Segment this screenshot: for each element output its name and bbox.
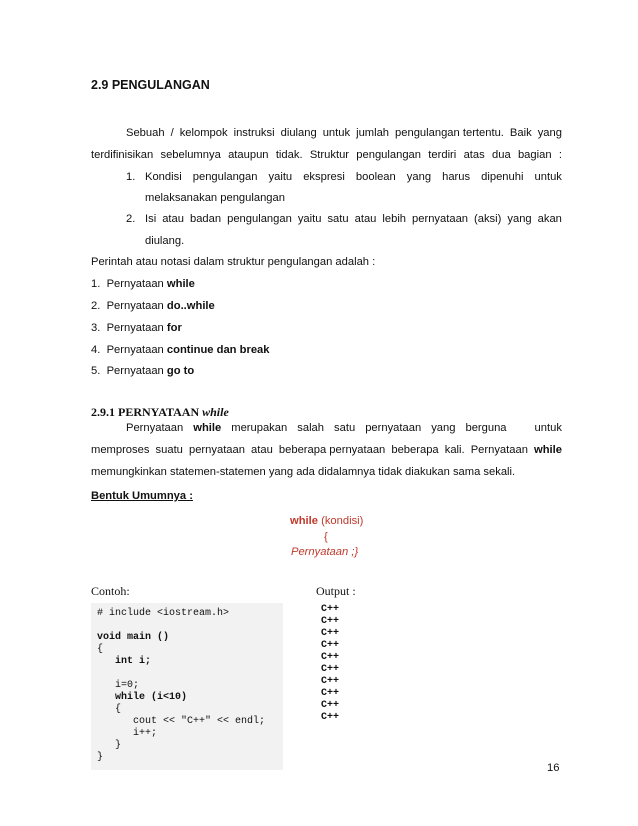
item-2-line-2: diulang.: [145, 235, 185, 247]
word: dua: [492, 149, 511, 161]
word: ekspresi: [303, 171, 345, 183]
item-number: 2.: [126, 213, 136, 225]
output-line: C++: [321, 664, 340, 675]
word: boolean: [355, 171, 396, 183]
intro-line-1: [126, 127, 562, 139]
list-text: Pernyataan: [106, 278, 167, 290]
word: pengulangan: [227, 213, 292, 225]
code-line: i=0;: [97, 680, 140, 691]
word: salah: [297, 422, 324, 434]
keyword: for: [166, 322, 182, 334]
output-line: C++: [321, 640, 340, 651]
list-text: Pernyataan: [106, 344, 167, 356]
word: pengulangan tertentu.: [395, 127, 504, 139]
word: pernyataan: [412, 213, 469, 225]
word: badan: [189, 213, 222, 225]
code-line: while (i<10): [97, 692, 188, 703]
word: tidak.: [275, 149, 303, 161]
output-line: C++: [321, 688, 340, 699]
word: satu: [334, 422, 356, 434]
word: yaitu: [268, 171, 293, 183]
keyword: go to: [166, 365, 195, 377]
word: yang: [406, 171, 432, 183]
word: akan: [537, 213, 562, 225]
item-1-line-1: [145, 171, 562, 183]
word: merupakan: [231, 422, 288, 434]
statement-item-goto: [91, 365, 194, 377]
word: ataupun: [228, 149, 269, 161]
word: pernyataan: [188, 444, 245, 456]
subsection-heading-text: 2.9.1 PERNYATAAN: [91, 405, 203, 419]
output-label: Output :: [316, 584, 356, 598]
section-heading: 2.9 PENGULANGAN: [91, 78, 210, 92]
statement-item-do-while: [91, 300, 215, 312]
general-form-open-brace: {: [324, 531, 328, 543]
word: instruksi: [233, 127, 275, 139]
word: diulang: [280, 127, 317, 139]
word: atau: [162, 213, 184, 225]
code-line: {: [97, 644, 104, 655]
example-label: Contoh:: [91, 584, 130, 598]
output-example: [321, 604, 351, 724]
output-line: C++: [321, 712, 340, 723]
general-form-label: Bentuk Umumnya :: [91, 490, 193, 502]
code-line: {: [97, 704, 122, 715]
word: Baik: [509, 127, 532, 139]
word: Kondisi: [145, 171, 182, 183]
output-line: C++: [321, 616, 340, 627]
word: memproses: [91, 444, 150, 456]
word: atas: [463, 149, 485, 161]
statement-item-continue-break: [91, 344, 269, 356]
general-form-body: Pernyataan ;}: [291, 546, 359, 558]
item-2-line-1: [145, 213, 562, 225]
output-line: C++: [321, 628, 340, 639]
list-number: 5.: [91, 365, 101, 377]
condition-text: (kondisi): [317, 515, 364, 527]
list-number: 1.: [91, 278, 101, 290]
while-para-line-3: memungkinkan statemen-statemen yang ada didalamnya tidak diakukan sama sekali.: [91, 466, 516, 478]
general-form-while-line: [290, 515, 363, 527]
statement-item-while: [91, 278, 195, 290]
output-line: C++: [321, 652, 340, 663]
word: lebih: [382, 213, 407, 225]
notation-intro: Perintah atau notasi dalam struktur pengulangan adalah :: [91, 256, 376, 268]
code-example: [91, 603, 283, 770]
word: untuk: [534, 171, 562, 183]
keyword: while: [166, 278, 195, 290]
word: (aksi): [474, 213, 502, 225]
word: harus: [442, 171, 471, 183]
word: pengulangan: [192, 171, 258, 183]
word: yang: [431, 422, 456, 434]
word: jumlah: [356, 127, 390, 139]
subsection-heading: [91, 405, 229, 420]
word: Struktur: [309, 149, 350, 161]
word: terdiri: [428, 149, 457, 161]
word: pernyataan: [365, 422, 422, 434]
word: :: [558, 149, 562, 161]
word: beberapa pernyataan: [278, 444, 386, 456]
word: /: [170, 127, 174, 139]
word: untuk: [534, 422, 562, 434]
while-para-line-1: [126, 422, 562, 434]
subsection-heading-keyword: while: [202, 405, 229, 419]
code-line: # include <iostream.h>: [97, 608, 230, 619]
word: kali.: [444, 444, 465, 456]
word: yang: [537, 127, 562, 139]
word: atau: [354, 213, 377, 225]
while-para-line-2: [91, 444, 562, 456]
word: satu: [327, 213, 349, 225]
intro-line-2: [91, 149, 562, 161]
item-number: 1.: [126, 171, 136, 183]
word: berguna: [465, 422, 507, 434]
keyword: while: [534, 444, 562, 456]
list-text: Pernyataan: [106, 300, 167, 312]
code-line: }: [97, 740, 122, 751]
code-line: cout << "C++" << endl;: [97, 716, 266, 727]
list-number: 2.: [91, 300, 101, 312]
list-number: 3.: [91, 322, 101, 334]
word: yang: [507, 213, 532, 225]
statement-item-for: [91, 322, 182, 334]
word: Isi: [145, 213, 157, 225]
list-text: Pernyataan: [106, 322, 167, 334]
list-number: 4.: [91, 344, 101, 356]
code-line: i++;: [97, 728, 158, 739]
output-line: C++: [321, 676, 340, 687]
output-line: C++: [321, 700, 340, 711]
word: sebelumnya: [160, 149, 221, 161]
word: beberapa: [391, 444, 439, 456]
word: Pernyataan: [470, 444, 528, 456]
word: Sebuah: [126, 127, 165, 139]
word: untuk: [322, 127, 351, 139]
while-keyword: while: [290, 515, 318, 527]
word: dipenuhi: [481, 171, 524, 183]
code-line: }: [97, 752, 104, 763]
keyword: do..while: [166, 300, 215, 312]
code-line: void main (): [97, 632, 170, 643]
code-line: int i;: [97, 656, 152, 667]
word: kelompok: [179, 127, 228, 139]
keyword: continue dan break: [166, 344, 270, 356]
keyword: while: [193, 422, 222, 434]
list-text: Pernyataan: [106, 365, 167, 377]
item-1-line-2: melaksanakan pengulangan: [145, 192, 285, 204]
word: yaitu: [297, 213, 322, 225]
word: terdifinisikan: [91, 149, 154, 161]
word: atau: [251, 444, 273, 456]
page-number: 16: [547, 762, 560, 774]
word: bagian: [517, 149, 552, 161]
output-line: C++: [321, 604, 340, 615]
word: pengulangan: [356, 149, 422, 161]
word: suatu: [155, 444, 183, 456]
word: Pernyataan: [126, 422, 184, 434]
